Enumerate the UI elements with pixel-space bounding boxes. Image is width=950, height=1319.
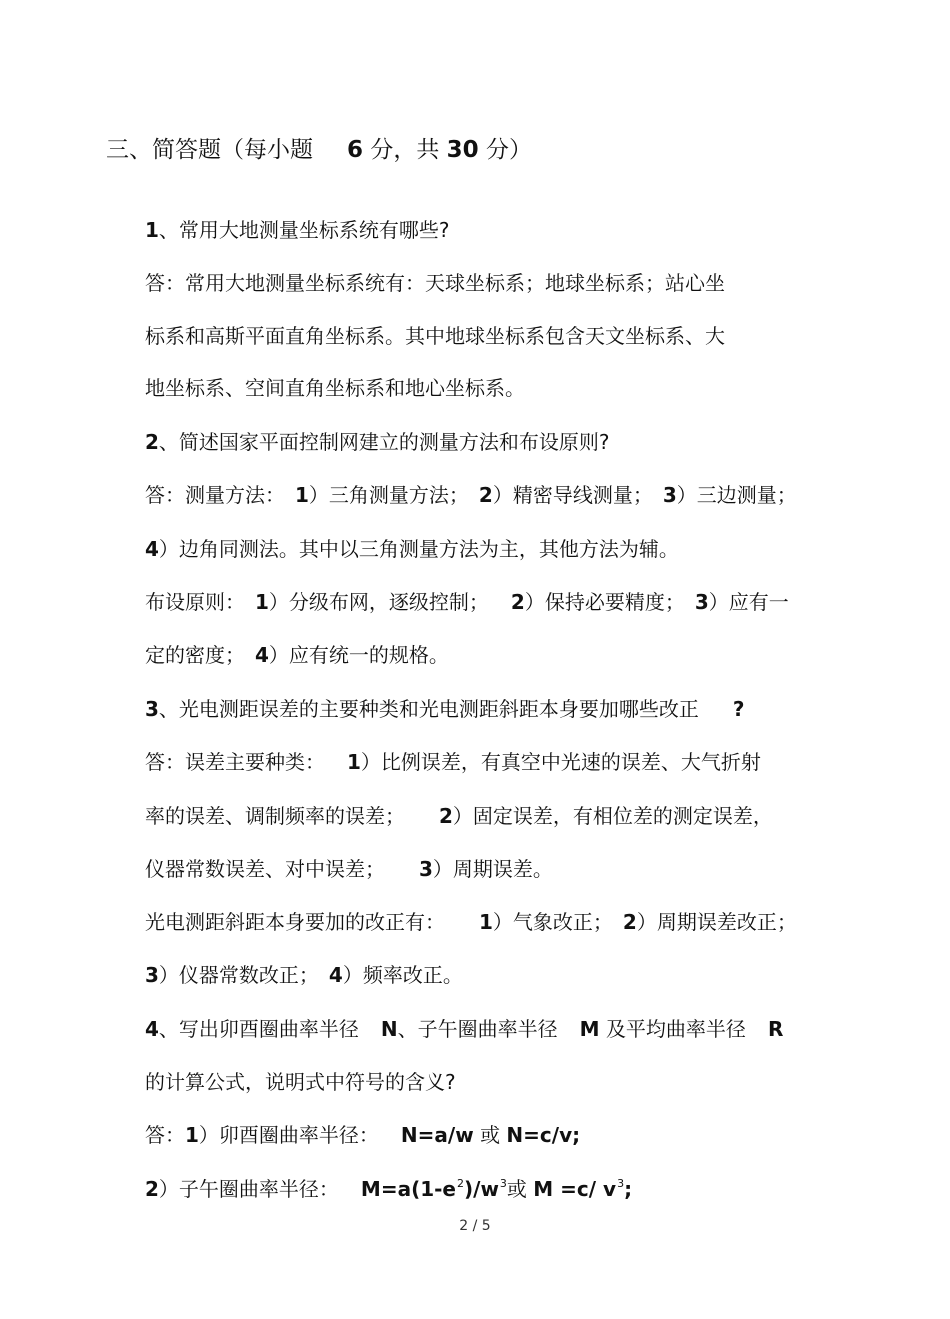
answer-3-errors: 答：误差主要种类： 1）比例误差，有真空中光速的误差、大气折射 [145,750,761,774]
page-number: 2 / 5 [459,1218,491,1234]
answer-2-principles-cont: 定的密度； 4）应有统一的规格。 [145,643,449,667]
section-title: 三、简答题（每小题 6 分，共 30 分） [106,137,532,163]
answer-2-methods-cont: 4）边角同测法。其中以三角测量方法为主，其他方法为辅。 [145,537,679,561]
answer-3-errors-3: 仪器常数误差、对中误差； 3）周期误差。 [145,857,553,881]
answer-1-line-1: 答：常用大地测量坐标系统有：天球坐标系；地球坐标系；站心坐 [145,271,725,295]
answer-4-line-2: 2）子午圈曲率半径： $M=a(1-e^2)/w^3$或 M =c/ $v^3$; [145,1177,633,1201]
answer-1-line-3: 地坐标系、空间直角坐标系和地心坐标系。 [145,376,525,400]
answer-3-errors-2: 率的误差、调制频率的误差； 2）固定误差，有相位差的测定误差， [145,804,773,828]
answer-4-line-1: 答：1）卯酉圈曲率半径： N=a/w 或 N=c/v; [145,1123,581,1147]
answer-1-line-2: 标系和高斯平面直角坐标系。其中地球坐标系包含天文坐标系、大 [145,324,725,348]
answer-3-corrections: 光电测距斜距本身要加的改正有： 1）气象改正； 2）周期误差改正； [145,910,797,934]
question-4-cont: 的计算公式，说明式中符号的含义? [145,1070,456,1094]
question-3: 3、光电测距误差的主要种类和光电测距斜距本身要加哪些改正 ? [145,697,745,721]
answer-3-corrections-2: 3）仪器常数改正； 4）频率改正。 [145,963,463,987]
question-2: 2、简述国家平面控制网建立的测量方法和布设原则? [145,430,610,454]
question-1: 1、常用大地测量坐标系统有哪些? [145,218,450,242]
answer-2-principles: 布设原则： 1）分级布网，逐级控制； 2）保持必要精度； 3）应有一 [145,590,789,614]
question-4: 4、写出卯酉圈曲率半径 N、子午圈曲率半径 M 及平均曲率半径 R [145,1017,784,1041]
answer-2-methods: 答：测量方法： 1）三角测量方法； 2）精密导线测量； 3）三边测量； [145,483,797,507]
